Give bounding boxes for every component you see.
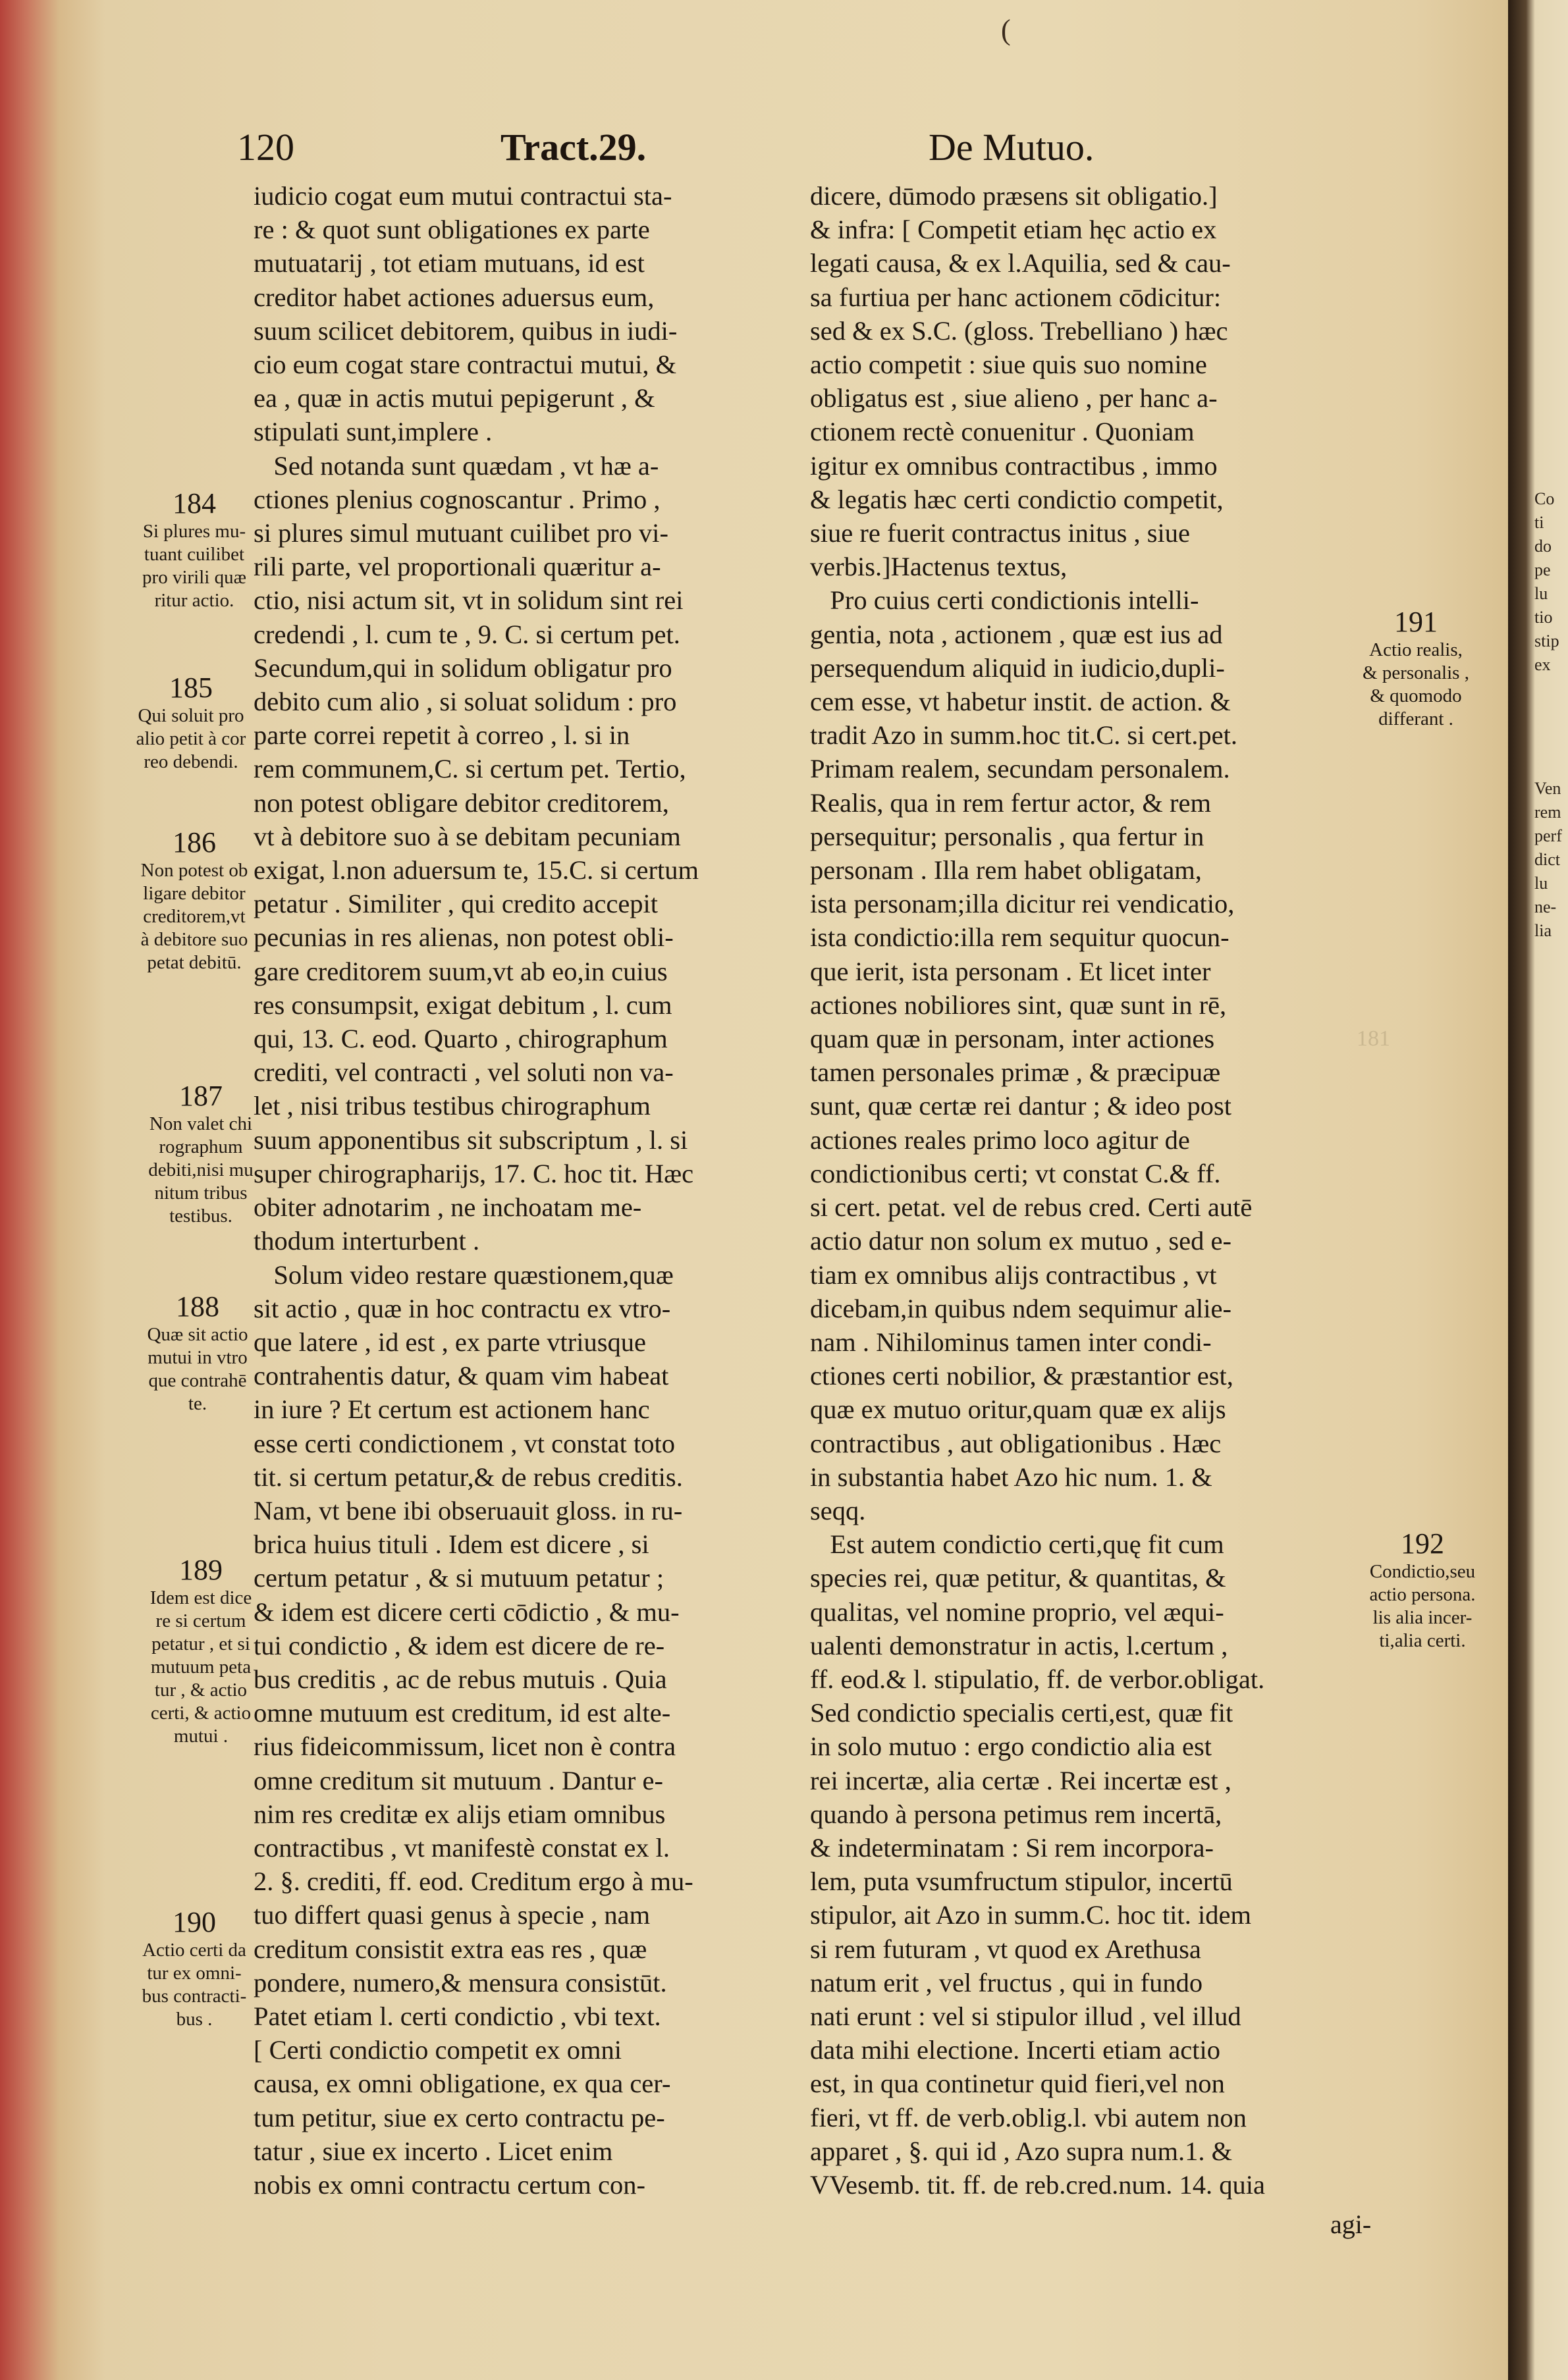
col2-line: verbis.]Hactenus textus, — [810, 552, 1068, 582]
col2-line: actio competit : siue quis suo nomine — [810, 350, 1207, 380]
col2-line: quæ ex mutuo oritur,quam quæ ex alijs — [810, 1394, 1226, 1425]
col2-line: ctionem rectè conuenitur . Quoniam — [810, 417, 1195, 447]
col2-line: tiam ex omnibus alijs contractibus , vt — [810, 1259, 1217, 1290]
col2-line: seqq. — [810, 1495, 866, 1525]
col2-line: Primam realem, secundam personalem. — [810, 754, 1230, 784]
col1-line: ea , quæ in actis mutui pepigerunt , & — [254, 383, 655, 413]
col1-line: [ Certi condictio competit ex omni — [254, 2035, 622, 2065]
col1-line: si plures simul mutuant cuilibet pro vi- — [254, 518, 668, 548]
col1-line: exigat, l.non aduersum te, 15.C. si certum — [254, 855, 699, 886]
col1-line: tatur , siue ex incerto . Licet enim — [254, 2136, 613, 2166]
col2-line: sa furtiua per hanc actionem cōdicitur: — [810, 282, 1222, 312]
col1-line: contractibus , vt manifestè constat ex l. — [254, 1832, 670, 1863]
col2-line: fieri, vt ff. de verb.oblig.l. vbi autem non — [810, 2102, 1247, 2132]
col2-line: natum erit , vel fructus , qui in fundo — [810, 1967, 1203, 1997]
col2-line: ctiones certi nobilior, & præstantior est, — [810, 1361, 1233, 1391]
col1-line: iudicio cogat eum mutui contractui sta- — [254, 181, 672, 211]
col2-line: dicere, dūmodo præsens sit obligatio.] — [810, 181, 1218, 211]
col1-line: tui condictio , & idem est dicere de re- — [254, 1630, 665, 1660]
col1-line: certum petatur , & si mutuum petatur ; — [254, 1563, 664, 1593]
col1-line: suum scilicet debitorem, quibus in iudi- — [254, 315, 678, 346]
col1-line: mutuatarij , tot etiam mutuans, id est — [254, 248, 645, 278]
col2-line: que ierit, ista personam . Et licet inter — [810, 956, 1211, 986]
col2-line: persequitur; personalis , qua fertur in — [810, 821, 1204, 851]
col2-line: nati erunt : vel si stipulor illud , vel illud — [810, 2001, 1241, 2031]
col1-line: rili parte, vel proportionali quæritur a- — [254, 552, 661, 582]
col2-line: rei incertæ, alia certæ . Rei incertæ est , — [810, 1765, 1231, 1795]
col1-line: sit actio , quæ in hoc contractu ex vtro- — [254, 1293, 671, 1323]
catchword: agi- — [1330, 2209, 1372, 2239]
margin-note-192: 192 Condictio,seu actio persona. lis alia incer- ti,alia certi. — [1369, 1527, 1476, 1651]
col2-line: legati causa, & ex l.Aquilia, sed & cau- — [810, 248, 1231, 278]
col2-line: in substantia habet Azo hic num. 1. & — [810, 1462, 1212, 1492]
col2-line: quam quæ in personam, inter actiones — [810, 1024, 1215, 1054]
col2-line: igitur ex omnibus contractibus , immo — [810, 450, 1218, 481]
col1-line: rius fideicommissum, licet non è contra — [254, 1732, 676, 1762]
col1-line: stipulati sunt,implere . — [254, 417, 493, 447]
col2-line: nam . Nihilominus tamen inter condi- — [810, 1327, 1212, 1357]
col1-line: que latere , id est , ex parte vtriusque — [254, 1327, 647, 1357]
col2-line: personam . Illa rem habet obligatam, — [810, 855, 1202, 886]
col2-line: VVesemb. tit. ff. de reb.cred.num. 14. quia — [810, 2169, 1265, 2200]
col2-line: quando à persona petimus rem incertā, — [810, 1799, 1222, 1829]
col1-line: re : & quot sunt obligationes ex parte — [254, 215, 650, 245]
col1-line: petatur . Similiter , qui credito accepit — [254, 889, 659, 919]
page-number: 120 — [237, 126, 294, 169]
col1-line: cio eum cogat stare contractui mutui, & — [254, 350, 677, 380]
bleed-through-number: 181 — [1357, 1026, 1390, 1051]
col1-line: tum petitur, siue ex certo contractu pe- — [254, 2102, 665, 2132]
col1-line: rem communem,C. si certum pet. Tertio, — [254, 754, 686, 784]
col2-line: & legatis hæc certi condictio competit, — [810, 484, 1224, 514]
col1-line: esse certi condictionem , vt constat toto — [254, 1428, 675, 1458]
adjacent-page-edge — [1508, 0, 1568, 2380]
col1-line: tit. si certum petatur,& de rebus creditis. — [254, 1462, 683, 1492]
col1-line: vt à debitore suo à se debitam pecuniam — [254, 821, 681, 851]
col1-line: contrahentis datur, & quam vim habeat — [254, 1361, 669, 1391]
col2-line: obligatus est , siue alieno , per hanc a- — [810, 383, 1218, 413]
col1-line: super chirographarijs, 17. C. hoc tit. Hæc — [254, 1158, 694, 1188]
col1-line: let , nisi tribus testibus chirographum — [254, 1091, 651, 1121]
col1-line: qui, 13. C. eod. Quarto , chirographum — [254, 1024, 668, 1054]
col2-line: Pro cuius certi condictionis intelli- — [810, 585, 1199, 616]
col1-line: nobis ex omni contractu certum con- — [254, 2169, 645, 2200]
col1-line: brica huius tituli . Idem est dicere , si — [254, 1529, 649, 1560]
col2-line: qualitas, vel nomine proprio, vel æqui- — [810, 1597, 1224, 1627]
margin-note-184: 184 Si plures mu- tuant cuilibet pro virili quæ ritur actio. — [142, 487, 246, 611]
col1-line: Patet etiam l. certi condictio , vbi text. — [254, 2001, 661, 2031]
col1-line: ctiones plenius cognoscantur . Primo , — [254, 484, 661, 514]
col1-line: suum apponentibus sit subscriptum , l. si — [254, 1124, 688, 1155]
col2-line: data mihi electione. Incerti etiam actio — [810, 2035, 1220, 2065]
col2-line: cem esse, vt habetur instit. de action. & — [810, 687, 1231, 717]
col1-line: causa, ex omni obligatione, ex qua cer- — [254, 2069, 671, 2099]
col1-line: bus creditis , ac de rebus mutuis . Quia — [254, 1664, 667, 1694]
col1-line: debito cum alio , si soluat solidum : pro — [254, 687, 677, 717]
col1-line: in iure ? Et certum est actionem hanc — [254, 1394, 650, 1425]
col1-line: credendi , l. cum te , 9. C. si certum pet. — [254, 619, 680, 649]
col2-line: species rei, quæ petitur, & quantitas, & — [810, 1563, 1226, 1593]
col1-line: 2. §. crediti, ff. eod. Creditum ergo à mu- — [254, 1866, 693, 1897]
col1-line: parte correi repetit à correo , l. si in — [254, 720, 630, 751]
col2-line: actiones reales primo loco agitur de — [810, 1124, 1190, 1155]
col1-line: ctio, nisi actum sit, vt in solidum sint rei — [254, 585, 684, 616]
col2-line: ff. eod.& l. stipulatio, ff. de verbor.obligat. — [810, 1664, 1265, 1694]
col2-line: gentia, nota , actionem , quæ est ius ad — [810, 619, 1223, 649]
col1-line: crediti, vel contracti , vel soluti non va- — [254, 1057, 674, 1088]
col2-line: Est autem condictio certi,quę fit cum — [810, 1529, 1224, 1560]
col2-line: contractibus , aut obligationibus . Hæc — [810, 1428, 1222, 1458]
col1-line: & idem est dicere certi cōdictio , & mu- — [254, 1597, 680, 1627]
col1-line: omne creditum sit mutuum . Dantur e- — [254, 1765, 663, 1795]
running-head-tract: Tract.29. — [500, 126, 647, 169]
margin-note-188: 188 Quæ sit actio mutui in vtro que contrahē te. — [147, 1290, 248, 1414]
col2-line: & infra: [ Competit etiam hęc actio ex — [810, 215, 1217, 245]
col2-line: sed & ex S.C. (gloss. Trebelliano ) hæc — [810, 315, 1228, 346]
col2-line: persequendum aliquid in iudicio,dupli- — [810, 652, 1225, 683]
col2-line: & indeterminatam : Si rem incorpora- — [810, 1832, 1214, 1863]
col1-line: obiter adnotarim , ne inchoatam me- — [254, 1192, 642, 1223]
col2-line: stipulor, ait Azo in summ.C. hoc tit. idem — [810, 1900, 1251, 1930]
col2-line: siue re fuerit contractus initus , siue — [810, 518, 1190, 548]
col2-line: Sed condictio specialis certi,est, quæ fit — [810, 1698, 1233, 1728]
margin-note-185: 185 Qui soluit pro alio petit à cor reo debendi. — [136, 672, 246, 772]
col1-line: creditum consistit extra eas res , quæ — [254, 1934, 647, 1964]
margin-note-190: 190 Actio certi da tur ex omni- bus contracti- bus . — [142, 1906, 247, 2030]
edge-fragment-1: Co ti do pe lu tio stip ex — [1534, 489, 1559, 674]
margin-note-189: 189 Idem est dice re si certum petatur , et si mutuum peta tur , & actio certi, & actio mutui . — [149, 1554, 252, 1747]
top-mark: ( — [1001, 14, 1011, 46]
col2-line: tamen personales primæ , & præcipuæ — [810, 1057, 1221, 1088]
col1-line: thodum interturbent . — [254, 1226, 480, 1256]
margin-note-191: 191 Actio realis, & personalis , & quomodo differant . — [1363, 606, 1469, 729]
col2-line: ista condictio:illa rem sequitur quocun- — [810, 922, 1230, 953]
col2-line: in solo mutuo : ergo condictio alia est — [810, 1732, 1212, 1762]
col1-line: res consumpsit, exigat debitum , l. cum — [254, 990, 672, 1020]
col2-line: apparet , §. qui id , Azo supra num.1. & — [810, 2136, 1233, 2166]
col2-line: actiones nobiliores sint, quæ sunt in rē, — [810, 990, 1227, 1020]
col2-line: condictionibus certi; vt constat C.& ff. — [810, 1158, 1221, 1188]
col2-line: dicebam,in quibus ndem sequimur alie- — [810, 1293, 1231, 1323]
col1-line: Sed notanda sunt quædam , vt hæ a- — [254, 450, 659, 481]
text-column-right — [810, 179, 1330, 2202]
col1-line: pecunias in res alienas, non potest obli- — [254, 922, 674, 953]
col1-line: pondere, numero,& mensura consistūt. — [254, 1967, 667, 1997]
col2-line: si cert. petat. vel de rebus cred. Certi autē — [810, 1192, 1253, 1223]
col2-line: tradit Azo in summ.hoc tit.C. si cert.pet. — [810, 720, 1238, 751]
margin-note-187: 187 Non valet chi rographum debiti,nisi mu nitum tribus testibus. — [148, 1080, 254, 1227]
col1-line: Nam, vt bene ibi obseruauit gloss. in ru- — [254, 1495, 683, 1525]
col1-line: tuo differt quasi genus à specie , nam — [254, 1900, 651, 1930]
col2-line: ista personam;illa dicitur rei vendicatio, — [810, 889, 1235, 919]
col2-line: est, in qua continetur quid fieri,vel non — [810, 2069, 1225, 2099]
col1-line: omne mutuum est creditum, id est alte- — [254, 1698, 671, 1728]
col2-line: sunt, quæ certæ rei dantur ; & ideo post — [810, 1091, 1232, 1121]
running-head-title: De Mutuo. — [929, 126, 1095, 169]
col2-line: Realis, qua in rem fertur actor, & rem — [810, 787, 1212, 818]
col1-line: Solum video restare quæstionem,quæ — [254, 1259, 674, 1290]
col1-line: Secundum,qui in solidum obligatur pro — [254, 652, 672, 683]
text-column-left — [254, 179, 833, 2202]
margin-note-186: 186 Non potest ob ligare debitor creditorem,vt à debitore suo petat debitū. — [140, 826, 248, 973]
col2-line: lem, puta vsumfructum stipulor, incertū — [810, 1866, 1233, 1897]
col1-line: nim res creditæ ex alijs etiam omnibus — [254, 1799, 666, 1829]
col2-line: si rem futuram , vt quod ex Arethusa — [810, 1934, 1201, 1964]
col1-line: non potest obligare debitor creditorem, — [254, 787, 669, 818]
edge-fragment-2: Ven rem perf dict lu ne- lia — [1534, 779, 1562, 940]
col2-line: actio datur non solum ex mutuo , sed e- — [810, 1226, 1231, 1256]
col2-line: ualenti demonstratur in actis, l.certum , — [810, 1630, 1228, 1660]
col1-line: creditor habet actiones aduersus eum, — [254, 282, 655, 312]
col1-line: gare creditorem suum,vt ab eo,in cuius — [254, 956, 668, 986]
